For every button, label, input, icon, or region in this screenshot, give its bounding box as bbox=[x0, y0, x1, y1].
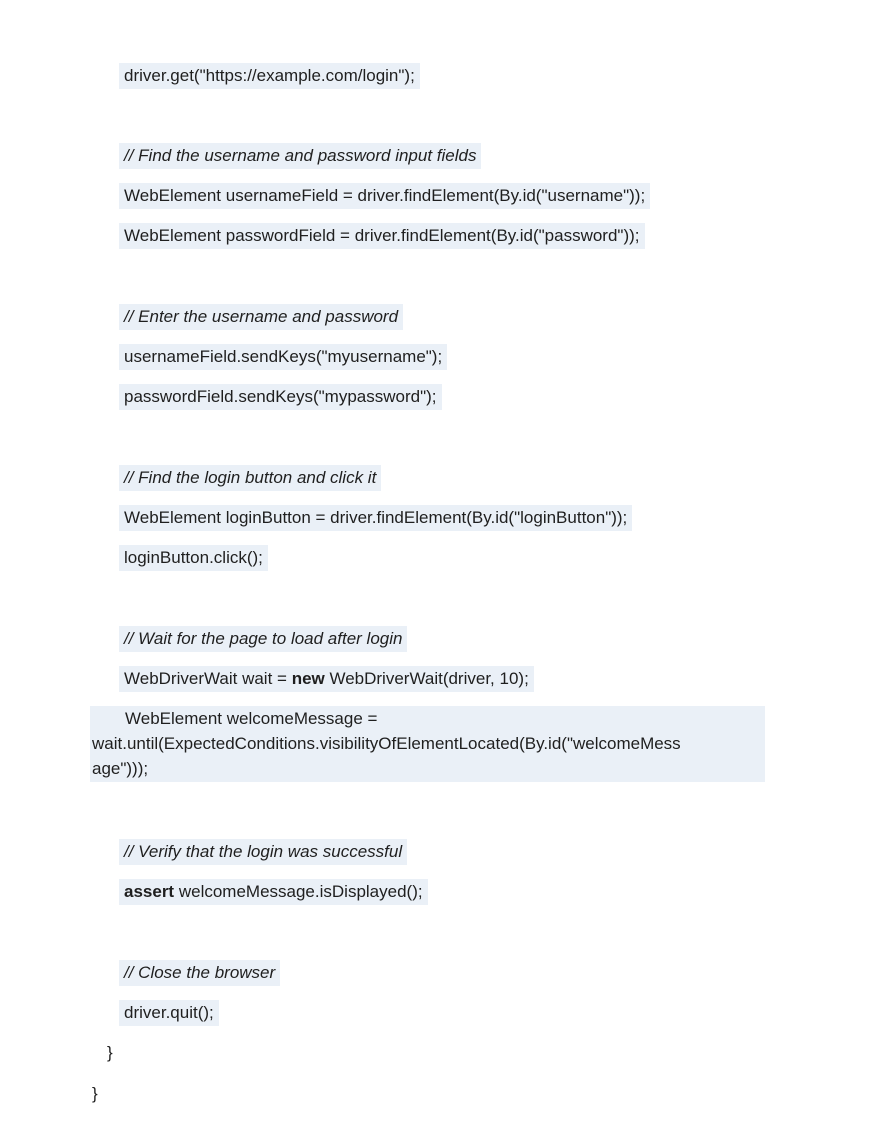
comment-verify: // Verify that the login was successful bbox=[119, 839, 407, 865]
comment-wait: // Wait for the page to load after login bbox=[119, 626, 407, 652]
code-line-click: loginButton.click(); bbox=[119, 545, 268, 571]
closing-brace-class: } bbox=[92, 1084, 98, 1103]
code-text: welcomeMessage.isDisplayed(); bbox=[174, 882, 423, 901]
code-line-quit: driver.quit(); bbox=[119, 1000, 219, 1026]
comment-login-button: // Find the login button and click it bbox=[119, 465, 381, 491]
keyword-new: new bbox=[291, 669, 325, 688]
code-line-welcome-2: wait.until(ExpectedConditions.visibilityOfElementLocated(By.id("welcomeMess bbox=[92, 734, 681, 753]
code-block-welcome-message bbox=[90, 706, 765, 782]
comment-close-browser: // Close the browser bbox=[119, 960, 280, 986]
closing-brace-method: } bbox=[107, 1043, 113, 1062]
code-line-send-password: passwordField.sendKeys("mypassword"); bbox=[119, 384, 442, 410]
keyword-assert: assert bbox=[124, 882, 175, 901]
code-text: WebDriverWait(driver, 10); bbox=[324, 669, 529, 688]
code-line-password-field: WebElement passwordField = driver.findElement(By.id("password")); bbox=[119, 223, 645, 249]
code-line-webdriverwait bbox=[119, 666, 534, 692]
comment-find-fields: // Find the username and password input fields bbox=[119, 143, 481, 169]
code-line-username-field: WebElement usernameField = driver.findElement(By.id("username")); bbox=[119, 183, 650, 209]
code-line-driver-get: driver.get("https://example.com/login"); bbox=[119, 63, 420, 89]
code-line-welcome-1: WebElement welcomeMessage = bbox=[125, 709, 378, 728]
code-line-welcome-3: age"))); bbox=[92, 759, 149, 778]
code-line-send-username: usernameField.sendKeys("myusername"); bbox=[119, 344, 447, 370]
code-line-assert bbox=[119, 879, 428, 905]
code-line-login-button: WebElement loginButton = driver.findElement(By.id("loginButton")); bbox=[119, 505, 632, 531]
comment-enter-credentials: // Enter the username and password bbox=[119, 304, 403, 330]
code-text: WebDriverWait wait = bbox=[124, 669, 292, 688]
